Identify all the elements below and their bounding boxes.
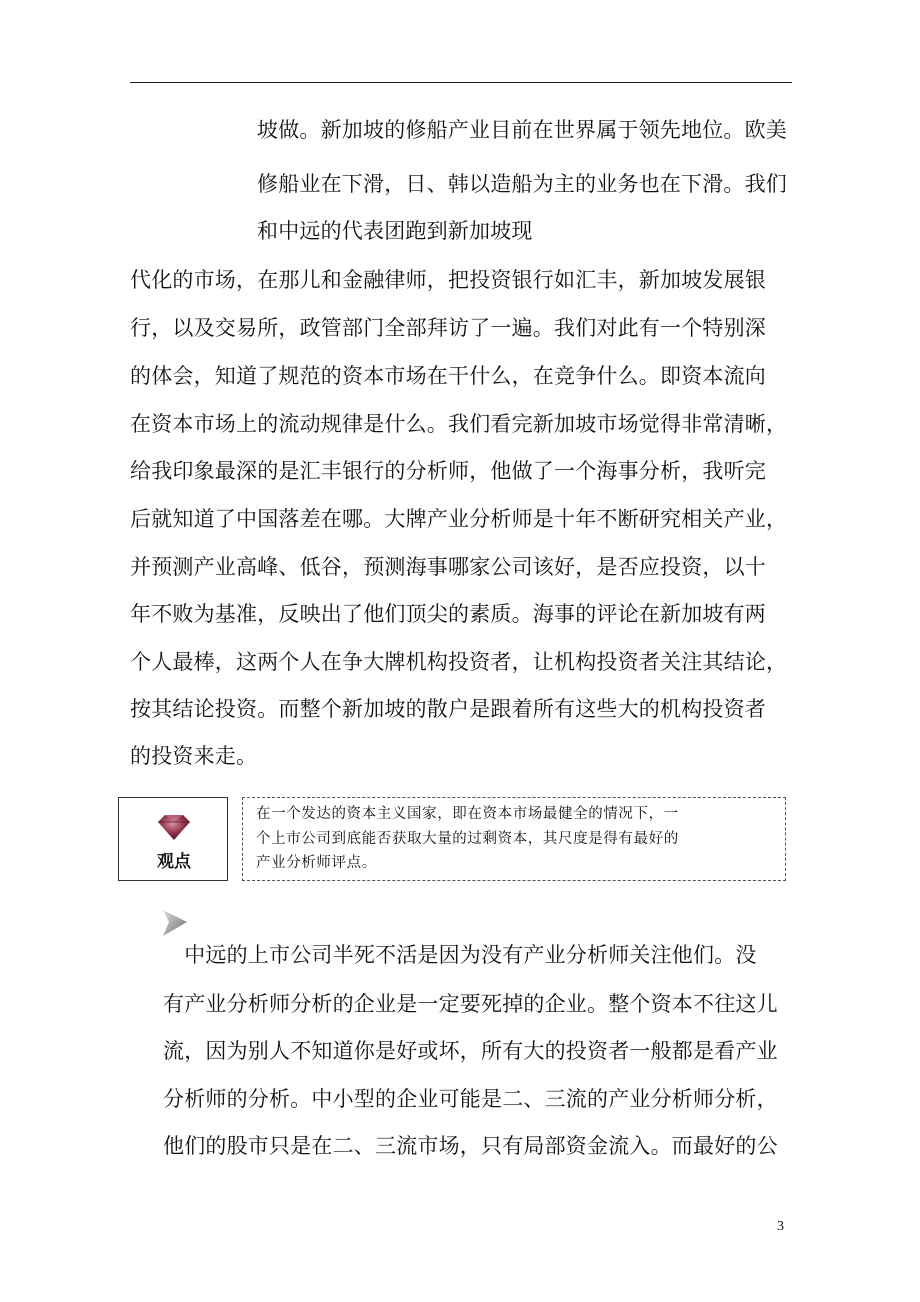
text-line: 的投资来走。 bbox=[130, 744, 258, 768]
text-line: 个人最棒，这两个人在争大牌机构投资者，让机构投资者关注其结论， bbox=[130, 650, 788, 674]
text-line: 行，以及交易所，政管部门全部拜访了一遍。我们对此有一个特别深 bbox=[130, 316, 766, 340]
text-line: 中远的上市公司半死不活是因为没有产业分析师关注他们。没 bbox=[163, 943, 757, 967]
viewpoint-label-box bbox=[118, 797, 228, 881]
header-rule bbox=[130, 82, 792, 83]
callout-line: 在一个发达的资本主义国家，即在资本市场最健全的情况下，一 bbox=[256, 806, 679, 822]
page-number: 3 bbox=[777, 1219, 784, 1234]
text-line: 有产业分析师分析的企业是一定要死掉的企业。整个资本不往这儿 bbox=[163, 992, 778, 1016]
viewpoint-callout bbox=[242, 797, 786, 881]
callout-line: 个上市公司到底能否获取大量的过剩资本，其尺度是得有最好的 bbox=[256, 830, 679, 847]
text-line: 分析师的分析。中小型的企业可能是二、三流的产业分析师分析， bbox=[163, 1087, 778, 1111]
text-line: 流，因为别人不知道你是好或坏，所有大的投资者一般都是看产业 bbox=[163, 1039, 778, 1063]
text-line: 并预测产业高峰、低谷，预测海事哪家公司该好，是否应投资，以十 bbox=[130, 555, 766, 579]
text-line: 后就知道了中国落差在哪。大牌产业分析师是十年不断研究相关产业， bbox=[130, 507, 788, 531]
viewpoint-label: 观点 bbox=[157, 852, 191, 872]
text-line: 和中远的代表团跑到新加坡现 bbox=[257, 219, 533, 243]
text-line: 代化的市场，在那儿和金融律师，把投资银行如汇丰，新加坡发展银 bbox=[130, 268, 766, 292]
gem-icon bbox=[154, 810, 194, 844]
text-line: 坡做。新加坡的修船产业目前在世界属于领先地位。欧美 bbox=[257, 118, 787, 142]
callout-line: 产业分析师评点。 bbox=[256, 855, 377, 871]
text-line: 在资本市场上的流动规律是什么。我们看完新加坡市场觉得非常清晰， bbox=[130, 412, 788, 436]
text-line: 的体会，知道了规范的资本市场在干什么，在竞争什么。即资本流向 bbox=[130, 364, 766, 388]
arrow-bullet-icon bbox=[160, 908, 190, 938]
text-line: 按其结论投资。而整个新加坡的散户是跟着所有这些大的机构投资者 bbox=[130, 697, 766, 721]
text-line: 给我印象最深的是汇丰银行的分析师，他做了一个海事分析，我听完 bbox=[130, 459, 766, 483]
text-line: 年不败为基准，反映出了他们顶尖的素质。海事的评论在新加坡有两 bbox=[130, 602, 766, 626]
text-line: 他们的股市只是在二、三流市场，只有局部资金流入。而最好的公 bbox=[163, 1134, 778, 1158]
text-line: 修船业在下滑，日、韩以造船为主的业务也在下滑。我们 bbox=[257, 172, 787, 196]
